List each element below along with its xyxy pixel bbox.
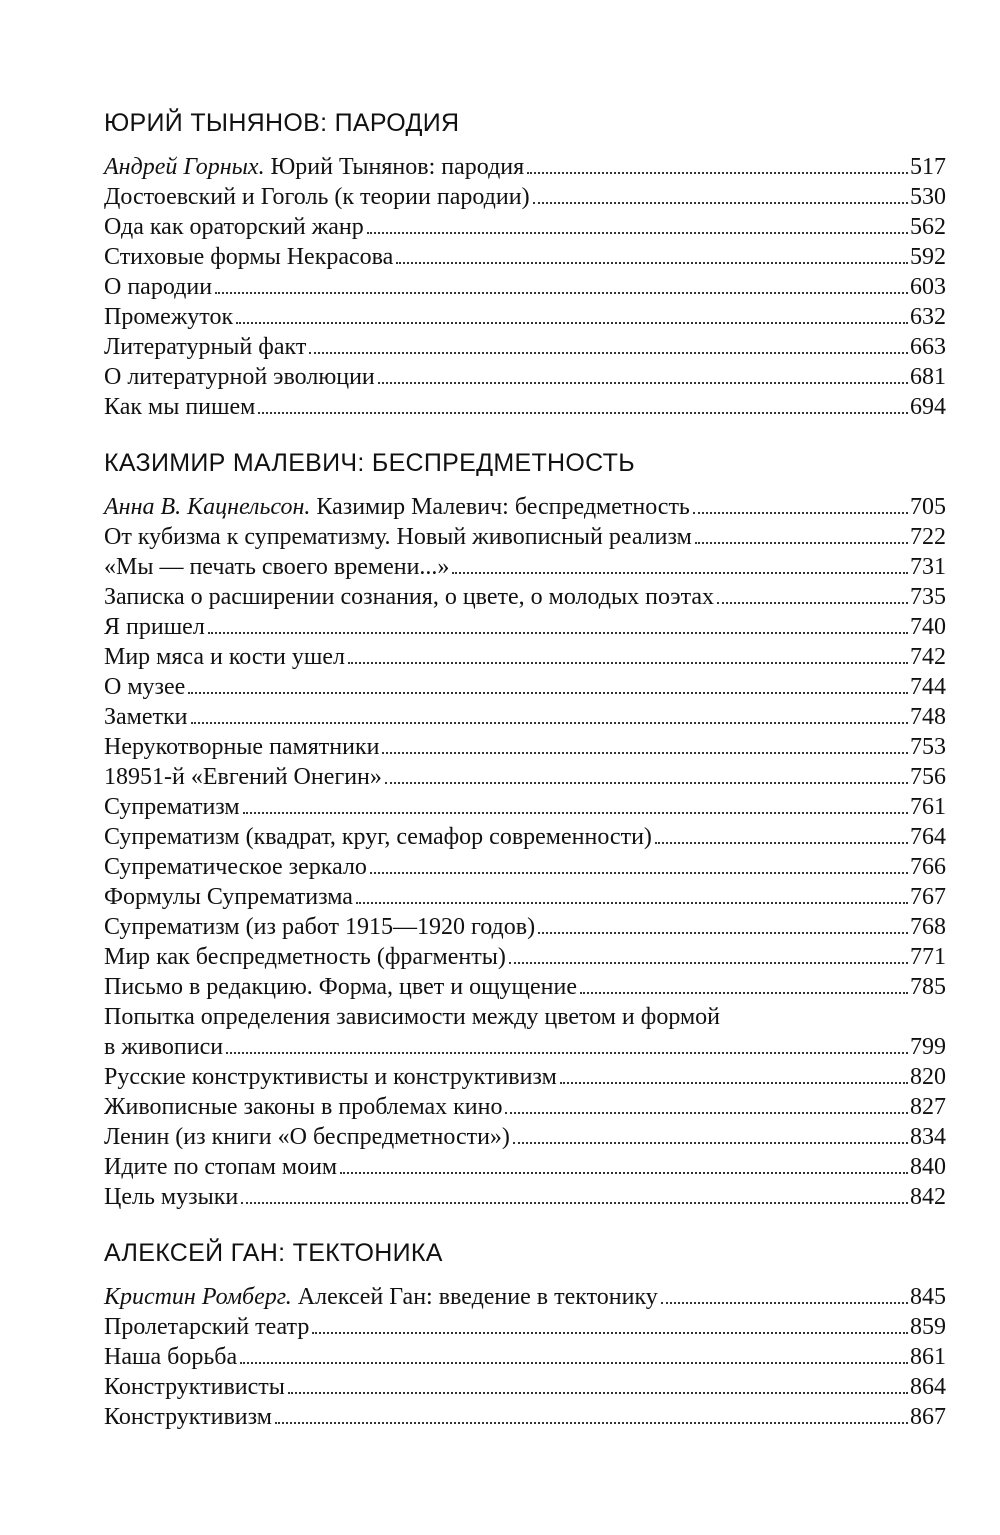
toc-entry xyxy=(104,1372,946,1402)
dot-leader xyxy=(312,1331,908,1334)
dot-leader xyxy=(560,1081,908,1084)
toc-entry xyxy=(104,1182,946,1212)
dot-leader xyxy=(452,571,908,574)
toc-entry xyxy=(104,582,946,612)
dot-leader xyxy=(533,201,908,204)
section-title: КАЗИМИР МАЛЕВИЧ: БЕСПРЕДМЕТНОСТЬ xyxy=(104,449,635,477)
toc-entry xyxy=(104,792,946,822)
entry-title: Конструктивисты xyxy=(104,1374,285,1400)
toc-entry xyxy=(104,212,946,242)
page-number: 771 xyxy=(910,944,946,970)
section-title: АЛЕКСЕЙ ГАН: ТЕКТОНИКА xyxy=(104,1239,443,1267)
entry-title: Супрематизм xyxy=(104,794,240,820)
entry-title: Наша борьба xyxy=(104,1344,238,1370)
page-number: 820 xyxy=(910,1064,946,1090)
page-number: 694 xyxy=(910,394,946,420)
dot-leader xyxy=(695,541,908,544)
toc-entry xyxy=(104,672,946,702)
dot-leader xyxy=(655,841,908,844)
dot-leader xyxy=(243,811,908,814)
entry-title: Как мы пишем xyxy=(104,394,256,420)
page-number: 740 xyxy=(910,614,946,640)
toc-section xyxy=(104,1238,946,1432)
dot-leader xyxy=(275,1421,908,1424)
entry-title: Алексей Ган: введение в тектонику xyxy=(297,1284,658,1310)
toc-entry xyxy=(104,362,946,392)
page-number: 767 xyxy=(910,884,946,910)
page-number: 861 xyxy=(910,1344,946,1370)
toc-entry xyxy=(104,392,946,422)
toc-entry xyxy=(104,332,946,362)
dot-leader xyxy=(188,691,908,694)
entry-title: Формулы Супрематизма xyxy=(104,884,353,910)
page-number: 748 xyxy=(910,704,946,730)
page-number: 517 xyxy=(910,154,946,180)
toc-entry xyxy=(104,1002,946,1062)
entry-title: Ленин (из книги «О беспредметности») xyxy=(104,1124,510,1150)
entry-title: Пролетарский театр xyxy=(104,1314,310,1340)
toc-entry xyxy=(104,822,946,852)
dot-leader xyxy=(661,1301,908,1304)
entry-title: Мир мяса и кости ушел xyxy=(104,644,345,670)
page-number: 845 xyxy=(910,1284,946,1310)
page-number: 840 xyxy=(910,1154,946,1180)
dot-leader xyxy=(505,1111,908,1114)
entry-title: в живописи xyxy=(104,1034,224,1060)
page-number: 603 xyxy=(910,274,946,300)
toc-entry xyxy=(104,732,946,762)
dot-leader xyxy=(378,381,908,384)
toc-entry xyxy=(104,552,946,582)
toc-entry xyxy=(104,762,946,792)
toc-entry xyxy=(104,882,946,912)
page-number: 663 xyxy=(910,334,946,360)
entry-title: Я пришел xyxy=(104,614,205,640)
dot-leader xyxy=(693,511,908,514)
toc-entry xyxy=(104,1282,946,1312)
dot-leader xyxy=(240,1361,908,1364)
page-number: 764 xyxy=(910,824,946,850)
toc-entry xyxy=(104,1312,946,1342)
page-number: 834 xyxy=(910,1124,946,1150)
toc-entry xyxy=(104,182,946,212)
table-of-contents xyxy=(104,108,946,1458)
toc-entry xyxy=(104,242,946,272)
entry-title: Живописные законы в проблемах кино xyxy=(104,1094,503,1120)
toc-entry xyxy=(104,612,946,642)
entry-title: Достоевский и Гоголь (к теории пародии) xyxy=(104,184,530,210)
dot-leader xyxy=(382,751,908,754)
entry-title: О музее xyxy=(104,674,186,700)
page-number: 785 xyxy=(910,974,946,1000)
page-number: 735 xyxy=(910,584,946,610)
section-title: ЮРИЙ ТЫНЯНОВ: ПАРОДИЯ xyxy=(104,109,460,137)
toc-entry xyxy=(104,302,946,332)
toc-entry xyxy=(104,1402,946,1432)
entry-title: «Мы — печать своего времени...» xyxy=(104,554,450,580)
dot-leader xyxy=(208,631,908,634)
entry-title: Нерукотворные памятники xyxy=(104,734,380,760)
dot-leader xyxy=(309,351,908,354)
page-number: 592 xyxy=(910,244,946,270)
toc-entry xyxy=(104,1122,946,1152)
page-number: 681 xyxy=(910,364,946,390)
toc-entry xyxy=(104,272,946,302)
entry-title: Ода как ораторский жанр xyxy=(104,214,364,240)
dot-leader xyxy=(356,901,908,904)
entry-title: Супрематизм (квадрат, круг, семафор современности) xyxy=(104,824,652,850)
page-number: 827 xyxy=(910,1094,946,1120)
dot-leader xyxy=(509,961,908,964)
page-number: 753 xyxy=(910,734,946,760)
entry-title: О литературной эволюции xyxy=(104,364,375,390)
toc-section xyxy=(104,108,946,422)
page-number: 705 xyxy=(910,494,946,520)
dot-leader xyxy=(538,931,908,934)
entry-author: Анна В. Кацнельсон. xyxy=(104,494,311,520)
page-number: 562 xyxy=(910,214,946,240)
dot-leader xyxy=(241,1201,908,1204)
page-number: 864 xyxy=(910,1374,946,1400)
toc-entry xyxy=(104,1152,946,1182)
entry-title: Записка о расширении сознания, о цвете, о молодых поэтах xyxy=(104,584,715,610)
entry-title: Заметки xyxy=(104,704,188,730)
entry-title: Супрематическое зеркало xyxy=(104,854,367,880)
dot-leader xyxy=(226,1051,908,1054)
dot-leader xyxy=(236,321,908,324)
toc-entry xyxy=(104,1092,946,1122)
dot-leader xyxy=(288,1391,908,1394)
dot-leader xyxy=(513,1141,908,1144)
page-number: 766 xyxy=(910,854,946,880)
page-number: 867 xyxy=(910,1404,946,1430)
entry-title: Супрематизм (из работ 1915—1920 годов) xyxy=(104,914,536,940)
dot-leader xyxy=(527,171,908,174)
page-number: 761 xyxy=(910,794,946,820)
page-number: 859 xyxy=(910,1314,946,1340)
page-number: 768 xyxy=(910,914,946,940)
entry-title: Юрий Тынянов: пародия xyxy=(270,154,525,180)
entry-title: 18951-й «Евгений Онегин» xyxy=(104,764,382,790)
toc-entry xyxy=(104,642,946,672)
dot-leader xyxy=(340,1171,908,1174)
dot-leader xyxy=(396,261,908,264)
page-number: 632 xyxy=(910,304,946,330)
toc-entry xyxy=(104,912,946,942)
dot-leader xyxy=(348,661,908,664)
page-number: 842 xyxy=(910,1184,946,1210)
entry-title: Казимир Малевич: беспредметность xyxy=(316,494,690,520)
dot-leader xyxy=(367,231,908,234)
entry-title: Русские конструктивисты и конструктивизм xyxy=(104,1064,557,1090)
entry-title: Литературный факт xyxy=(104,334,307,360)
toc-entry xyxy=(104,492,946,522)
dot-leader xyxy=(385,781,908,784)
entry-title: Мир как беспредметность (фрагменты) xyxy=(104,944,506,970)
dot-leader xyxy=(191,721,908,724)
toc-entry xyxy=(104,702,946,732)
toc-entry xyxy=(104,942,946,972)
page-number: 742 xyxy=(910,644,946,670)
entry-title: От кубизма к супрематизму. Новый живописный реализм xyxy=(104,524,692,550)
dot-leader xyxy=(258,411,908,414)
entry-title: Попытка определения зависимости между цветом и формой xyxy=(104,1004,720,1030)
entry-author: Андрей Горных. xyxy=(104,154,265,180)
page-number: 799 xyxy=(910,1034,946,1060)
toc-entry xyxy=(104,152,946,182)
dot-leader xyxy=(215,291,908,294)
toc-entry xyxy=(104,852,946,882)
entry-title: Письмо в редакцию. Форма, цвет и ощущение xyxy=(104,974,578,1000)
toc-entry xyxy=(104,1062,946,1092)
entry-title: Промежуток xyxy=(104,304,234,330)
entry-title: Стиховые формы Некрасова xyxy=(104,244,394,270)
entry-title: Идите по стопам моим xyxy=(104,1154,338,1180)
entry-title: Конструктивизм xyxy=(104,1404,272,1430)
toc-entry xyxy=(104,972,946,1002)
toc-entry xyxy=(104,522,946,552)
page-number: 731 xyxy=(910,554,946,580)
dot-leader xyxy=(717,601,908,604)
page-number: 744 xyxy=(910,674,946,700)
entry-title: Цель музыки xyxy=(104,1184,239,1210)
entry-author: Кристин Ромберг. xyxy=(104,1284,292,1310)
page-number: 722 xyxy=(910,524,946,550)
page-number: 756 xyxy=(910,764,946,790)
dot-leader xyxy=(370,871,908,874)
dot-leader xyxy=(580,991,908,994)
page-number: 530 xyxy=(910,184,946,210)
toc-entry xyxy=(104,1342,946,1372)
entry-title: О пародии xyxy=(104,274,213,300)
toc-section xyxy=(104,448,946,1212)
